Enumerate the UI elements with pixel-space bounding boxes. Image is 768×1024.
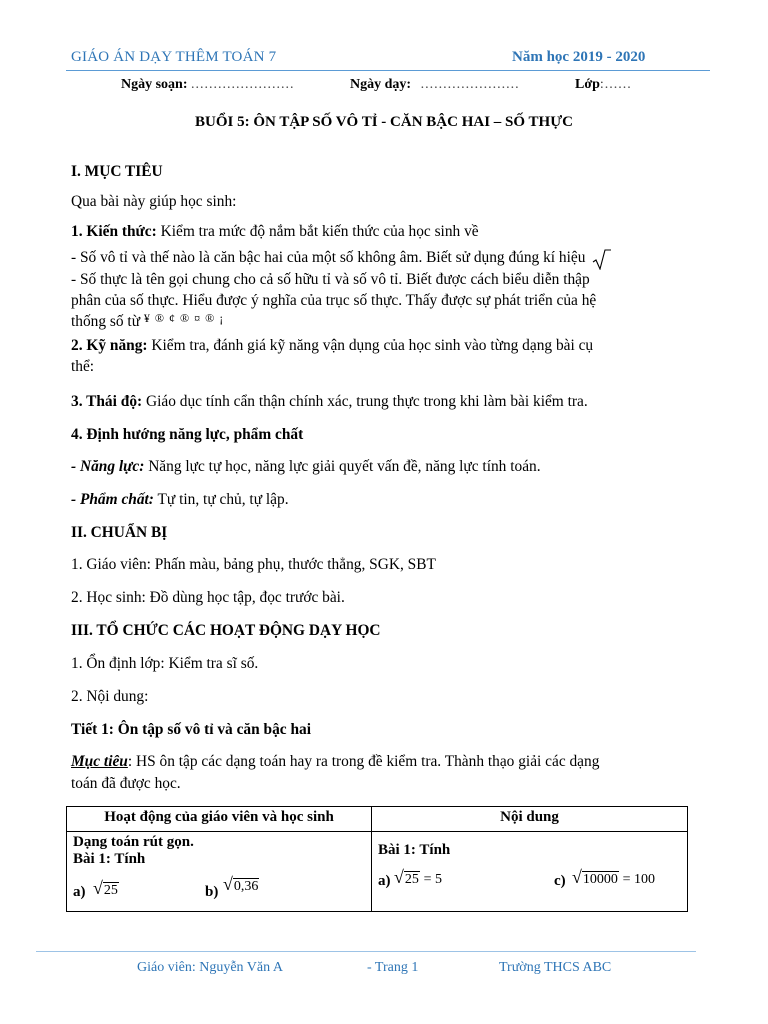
solution-c-expression	[572, 867, 655, 888]
intro-text: Qua bài này giúp học sinh:	[71, 193, 237, 210]
problem-type: Dạng toán rút gọn.	[73, 834, 194, 850]
solution-c-arg: 10000	[582, 872, 618, 887]
knowledge-bullet-2-end	[71, 312, 224, 332]
header-title: GIÁO ÁN DẠY THÊM TOÁN 7	[71, 49, 277, 65]
sqrt-icon: √	[394, 867, 404, 887]
period-1-title: Tiết 1: Ôn tập số vô tỉ và căn bậc hai	[71, 721, 311, 738]
knowledge-label: 1. Kiến thức:	[71, 223, 157, 240]
item-b-arg: 0,36	[233, 879, 259, 894]
date-prepared-label: Ngày soạn:	[121, 77, 188, 92]
table-row	[67, 832, 688, 912]
solution-1-title: Bài 1: Tính	[378, 842, 451, 858]
date-prepared	[121, 77, 295, 93]
sqrt-icon: √	[572, 867, 582, 887]
objective-text: : HS ôn tập các dạng toán hay ra trong đề kiểm tra. Thành thạo giải các dạng	[127, 753, 600, 770]
knowledge-text: Kiểm tra mức độ nắm bắt kiến thức của học sinh về	[156, 223, 479, 240]
step-1: 1. Ổn định lớp: Kiểm tra sĩ số.	[71, 655, 259, 672]
ability-text: Năng lực tự học, năng lực giải quyết vấn đề, năng lực tính toán.	[144, 458, 541, 475]
ability-label: - Năng lực:	[71, 458, 145, 475]
date-taught	[350, 77, 520, 93]
solution-a-label: a)	[378, 873, 391, 889]
student-prep: 2. Học sinh: Đồ dùng học tập, đọc trước bài.	[71, 589, 345, 606]
skills-label: 2. Kỹ năng:	[71, 337, 148, 354]
sqrt-symbol-icon	[592, 248, 612, 276]
table-cell-activities	[67, 832, 372, 912]
section-3-heading: III. TỔ CHỨC CÁC HOẠT ĐỘNG DẠY HỌC	[71, 622, 381, 639]
footer-page: - Trang 1	[367, 960, 419, 975]
item-b-expression	[223, 874, 259, 895]
item-a-arg: 25	[103, 883, 118, 898]
objective-label: Mục tiêu	[71, 753, 128, 770]
item-b-label: b)	[205, 884, 219, 900]
item-a-expression	[93, 878, 119, 899]
section-2-heading: II. CHUẨN BỊ	[71, 524, 168, 541]
quality-text: Tự tin, tự chủ, tự lập.	[153, 491, 289, 508]
class-label: Lớp	[575, 77, 600, 92]
competency-heading: 4. Định hướng năng lực, phẩm chất	[71, 426, 304, 443]
skills-text-cont: thể:	[71, 358, 95, 375]
knowledge-bullet-2-end-text: thống số từ	[71, 313, 141, 330]
class-dots: :......	[599, 77, 632, 92]
table-cell-content	[372, 832, 688, 912]
header-divider	[66, 70, 710, 71]
item-a-label: a)	[73, 884, 86, 900]
footer-teacher: Giáo viên: Nguyễn Văn A	[137, 960, 283, 975]
solution-a-result: = 5	[423, 872, 443, 887]
teacher-prep: 1. Giáo viên: Phấn màu, bảng phụ, thước thẳng, SGK, SBT	[71, 556, 436, 573]
exercise-1-title: Bài 1: Tính	[73, 851, 146, 867]
footer-divider	[36, 951, 696, 952]
solution-a-expression	[394, 867, 442, 888]
ability-line	[71, 457, 541, 477]
exercise-1-items	[73, 874, 365, 904]
solution-a-arg: 25	[404, 872, 419, 887]
table-header-row	[67, 807, 688, 832]
activity-table	[66, 806, 688, 912]
sqrt-icon: √	[93, 878, 103, 898]
knowledge-line	[71, 222, 479, 242]
school-year: Năm học 2019 - 2020	[512, 49, 646, 65]
attitude-label: 3. Thái độ:	[71, 393, 143, 410]
number-set-symbols: ¥ ® ¢ ® ¤ ® ¡	[143, 311, 225, 325]
quality-label: - Phẩm chất:	[71, 491, 154, 508]
quality-line	[71, 490, 289, 510]
attitude-line	[71, 392, 588, 412]
date-prepared-dots: .......................	[191, 77, 295, 92]
solution-c-result: = 100	[622, 872, 656, 887]
footer-school: Trường THCS ABC	[499, 960, 612, 975]
skills-text: Kiểm tra, đánh giá kỹ năng vận dụng của học sinh vào từng dạng bài cụ	[147, 337, 594, 354]
knowledge-bullet-2: - Số thực là tên gọi chung cho cả số hữu tỉ và số vô tỉ. Biết được cách biểu diễn thập	[71, 271, 590, 288]
solution-1-items	[378, 867, 681, 893]
step-2: 2. Nội dung:	[71, 688, 149, 705]
skills-line	[71, 336, 593, 356]
knowledge-bullet-2-cont: phân của số thực. Hiểu được ý nghĩa của trục số thực. Thấy được sự phát triển của hệ	[71, 292, 597, 309]
date-taught-label: Ngày dạy:	[350, 77, 412, 92]
section-1-heading: I. MỤC TIÊU	[71, 163, 163, 180]
sqrt-icon: √	[223, 874, 233, 894]
knowledge-bullet-1-text: - Số vô tỉ và thế nào là căn bậc hai của một số không âm. Biết sử dụng đúng kí hiệu	[71, 249, 586, 266]
attitude-text: Giáo dục tính cẩn thận chính xác, trung thực trong khi làm bài kiểm tra.	[142, 393, 588, 410]
table-header-content: Nội dung	[372, 807, 688, 832]
date-taught-dots: ......................	[420, 77, 520, 92]
solution-c-label: c)	[554, 873, 566, 889]
table-header-activities: Hoạt động của giáo viên và học sinh	[67, 807, 372, 832]
lesson-title: BUỔI 5: ÔN TẬP SỐ VÔ TỈ - CĂN BẬC HAI – SỐ THỰC	[195, 114, 573, 130]
class-field	[575, 77, 632, 93]
objective-text-cont: toán đã được học.	[71, 775, 181, 792]
objective-line	[71, 752, 599, 772]
